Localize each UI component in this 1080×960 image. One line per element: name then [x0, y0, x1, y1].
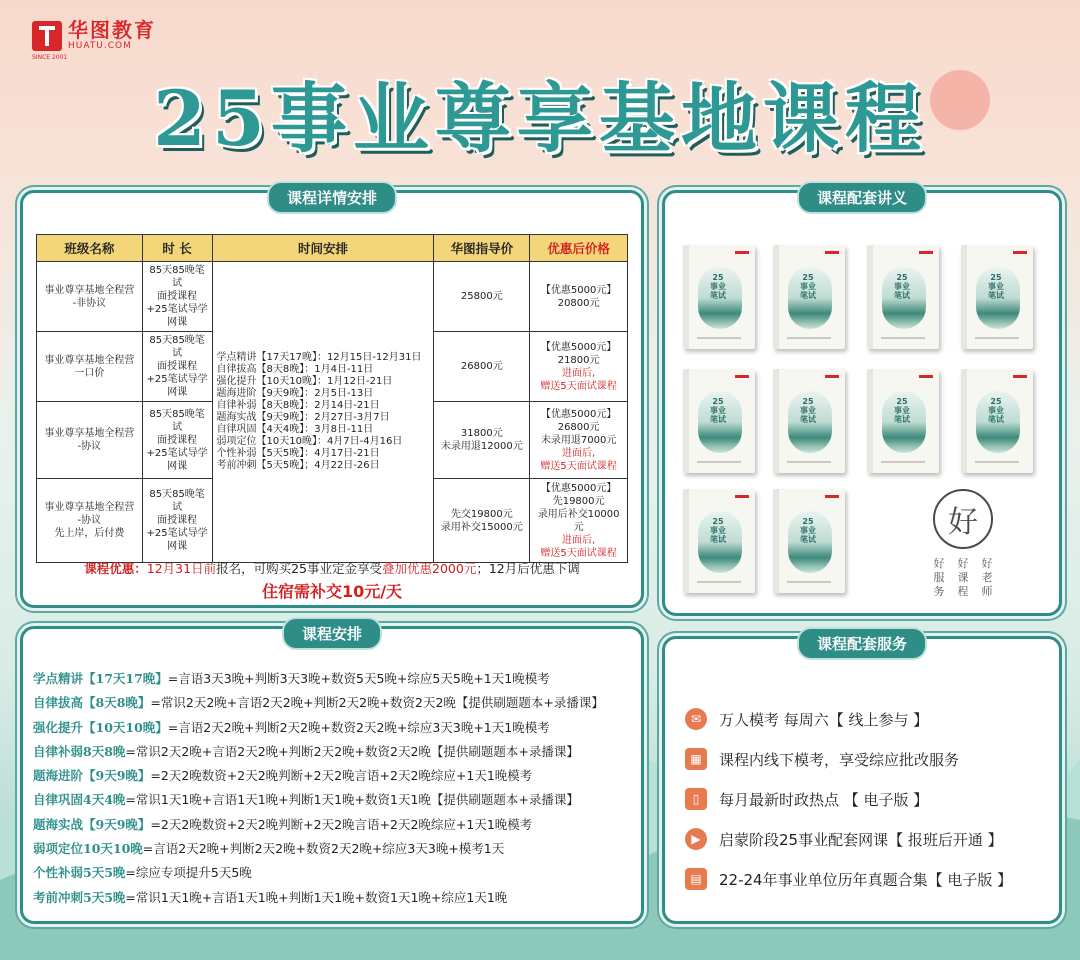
- book-cover: [961, 245, 1033, 349]
- header-guide-price: 华图指导价: [434, 235, 530, 262]
- book-logo-icon: [825, 495, 839, 498]
- book-title: 25事业笔试: [710, 517, 726, 544]
- book-title: 25事业笔试: [800, 397, 816, 424]
- book-cover: [773, 369, 845, 473]
- book-title: 25事业笔试: [800, 273, 816, 300]
- guide-price-cell: 25800元: [434, 262, 530, 332]
- plan-stage: 自律巩固4天4晚: [33, 792, 126, 808]
- book-title: 25事业笔试: [894, 273, 910, 300]
- promo-date: 12月31日前: [146, 561, 217, 576]
- plan-detail: =综应专项提升5天5晚: [125, 865, 252, 881]
- book-title: 25事业笔试: [988, 273, 1004, 300]
- plan-detail: =2天2晚数资+2天2晚判断+2天2晚言语+2天2晚综应+1天1晚模考: [150, 816, 533, 832]
- plan-row: [33, 813, 637, 837]
- service-item: [685, 779, 1012, 819]
- book-logo-icon: [919, 375, 933, 378]
- plan-stage: 自律拔高【8天8晚】: [33, 695, 151, 711]
- books-panel: [662, 190, 1062, 616]
- book-logo-icon: [1013, 251, 1027, 254]
- book-cover: [683, 245, 755, 349]
- book-title: 25事业笔试: [710, 273, 726, 300]
- good-badge: [933, 489, 993, 599]
- plan-panel: [20, 626, 644, 924]
- book-cover: [867, 245, 939, 349]
- lodging-note: 住宿需补交10元/天: [261, 582, 403, 601]
- service-panel: [662, 636, 1062, 924]
- schedule-table: [36, 234, 628, 563]
- plan-stage: 学点精讲【17天17晚】: [33, 671, 168, 686]
- service-panel-title: 课程配套服务: [797, 627, 927, 660]
- service-text: 每月最新时政热点 【 电子版 】: [719, 790, 929, 809]
- calendar-icon: ▦: [685, 748, 707, 770]
- page-title: 25事业尊享基地课程: [153, 74, 927, 163]
- discount-price-cell: 【优惠5000元】 26800元 未录用退7000元 进面后, 赠送5天面试课程: [530, 402, 628, 479]
- plan-stage: 个性补弱5天5晚: [33, 865, 126, 881]
- service-text: 课程内线下模考，享受综应批改服务: [719, 750, 960, 769]
- service-item: [685, 739, 1012, 779]
- header-discount-price: 优惠后价格: [530, 235, 628, 262]
- book-cover: [867, 369, 939, 473]
- service-item: [685, 699, 1012, 739]
- promo-note: [23, 559, 641, 577]
- plan-detail: =常识2天2晚+言语2天2晚+判断2天2晚+数资2天2晚【提供刷题题本+录播课】: [150, 695, 604, 711]
- discount-price-cell: 【优惠5000元】 20800元: [530, 262, 628, 332]
- class-name-cell: 事业尊享基地全程营 -协议: [37, 402, 143, 479]
- good-service-text: 好服务: [933, 557, 945, 598]
- plan-detail: =言语2天2晚+判断2天2晚+数资2天2晚+综应3天3晚+1天1晚模考: [167, 719, 550, 735]
- schedule-panel-title: 课程详情安排: [267, 181, 397, 214]
- file-icon: ▤: [685, 868, 707, 890]
- plan-row: [33, 764, 637, 788]
- book-cover: [773, 245, 845, 349]
- duration-cell: 85天85晚笔试 面授课程 +25笔试导学 网课: [142, 262, 212, 332]
- plan-row: [33, 667, 637, 691]
- guide-price-cell: 31800元 未录用退12000元: [434, 402, 530, 479]
- plan-detail: =言语2天2晚+判断2天2晚+数资2天2晚+综应3天3晚+模考1天: [142, 841, 505, 857]
- video-icon: ▶: [685, 828, 707, 850]
- huatu-logo-icon: [32, 21, 62, 51]
- service-item: [685, 819, 1012, 859]
- plan-panel-title: 课程安排: [282, 617, 382, 650]
- plan-row: [33, 716, 637, 740]
- promo-extra-discount: 叠加优惠2000元: [382, 561, 477, 576]
- plan-stage: 题海实战【9天9晚】: [33, 816, 151, 832]
- duration-cell: 85天85晚笔试 面授课程 +25笔试导学 网课: [142, 332, 212, 402]
- discount-price-cell: 【优惠5000元】 先19800元 录用后补交10000元 进面后, 赠送5天面试课程: [530, 479, 628, 563]
- promo-tail: ；12月后优惠下调: [476, 561, 580, 576]
- book-cover: [773, 489, 845, 593]
- plan-stage: 强化提升【10天10晚】: [33, 719, 168, 735]
- table-header-row: [37, 235, 628, 262]
- plan-detail: =常识1天1晚+言语1天1晚+判断1天1晚+数资1天1晚【提供刷题题本+录播课】: [125, 792, 579, 808]
- schedule-panel: [20, 190, 644, 608]
- plan-row: [33, 740, 637, 764]
- plan-row: [33, 861, 637, 885]
- plan-stage: 题海进阶【9天9晚】: [33, 768, 151, 784]
- header-class-name: 班级名称: [37, 235, 143, 262]
- good-seal-icon: 好: [933, 489, 993, 549]
- plan-detail: =2天2晚数资+2天2晚判断+2天2晚言语+2天2晚综应+1天1晚模考: [150, 768, 533, 784]
- book-title: 25事业笔试: [988, 397, 1004, 424]
- book-logo-icon: [825, 251, 839, 254]
- plan-detail: =言语3天3晚+判断3天3晚+数资5天5晚+综应5天5晚+1天1晚模考: [167, 671, 550, 686]
- duration-cell: 85天85晚笔试 面授课程 +25笔试导学 网课: [142, 402, 212, 479]
- book-logo-icon: [919, 251, 933, 254]
- class-name-cell: 事业尊享基地全程营 一口价: [37, 332, 143, 402]
- plan-detail: =常识2天2晚+言语2天2晚+判断2天2晚+数资2天2晚【提供刷题题本+录播课】: [125, 743, 579, 759]
- plan-row: [33, 886, 637, 910]
- guide-price-cell: 先交19800元 录用补交15000元: [434, 479, 530, 563]
- books-panel-title: 课程配套讲义: [797, 181, 927, 214]
- promo-label: 课程优惠：: [84, 561, 147, 576]
- book-title: 25事业笔试: [710, 397, 726, 424]
- book-cover: [961, 369, 1033, 473]
- service-item: [685, 859, 1012, 899]
- service-text: 万人模考 每周六【 线上参与 】: [719, 710, 929, 729]
- plan-row: [33, 691, 637, 715]
- class-name-cell: 事业尊享基地全程营 -非协议: [37, 262, 143, 332]
- book-cover: [683, 369, 755, 473]
- discount-price-cell: 【优惠5000元】 21800元 进面后, 赠送5天面试课程: [530, 332, 628, 402]
- header-duration: 时 长: [142, 235, 212, 262]
- guide-price-cell: 26800元: [434, 332, 530, 402]
- book-logo-icon: [735, 375, 749, 378]
- plan-row: [33, 837, 637, 861]
- book-logo-icon: [1013, 375, 1027, 378]
- tablet-icon: ▯: [685, 788, 707, 810]
- good-course-text: 好课程: [957, 557, 969, 598]
- good-teacher-text: 好老师: [981, 557, 993, 598]
- huatu-logo[interactable]: [32, 18, 156, 61]
- book-logo-icon: [735, 251, 749, 254]
- time-plan-cell: 学点精讲【17天17晚】：12月15日-12月31日 自律拔高【8天8晚】：1月4日-11日 强化提升【10天10晚】：1月12日-21日 题海进阶【9天9晚】：2月5日-13日 自律补弱【8天8晚】：2月14日-21日 题海实战【9天9晚】：2月27日-3月7日 自律巩固【4天4晚】：3月8日-11日 弱项定位【10天10晚】：4月7日-4月16日 个性补弱【5天5晚】：4月17日-21日 考前冲刺【5天5晚】；4月22日-26日: [212, 262, 434, 563]
- plan-stage: 弱项定位10天10晚: [33, 841, 143, 857]
- book-logo-icon: [735, 495, 749, 498]
- plan-list: [33, 667, 637, 910]
- book-title: 25事业笔试: [894, 397, 910, 424]
- logo-since: SINCE 2001: [32, 54, 68, 61]
- duration-cell: 85天85晚笔试 面授课程 +25笔试导学 网课: [142, 479, 212, 563]
- plan-detail: =常识1天1晚+言语1天1晚+判断1天1晚+数资1天1晚+综应1天1晚: [125, 889, 508, 905]
- promo-text: 报名，可购买25事业定金享受: [216, 561, 383, 576]
- plan-stage: 自律补弱8天8晚: [33, 743, 126, 759]
- logo-name: 华图教育: [68, 18, 156, 42]
- service-list: [685, 699, 1012, 899]
- logo-domain: HUATU.COM: [68, 41, 132, 51]
- service-text: 22-24年事业单位历年真题合集【 电子版 】: [719, 870, 1013, 889]
- mail-icon: ✉: [685, 708, 707, 730]
- book-cover: [683, 489, 755, 593]
- plan-row: [33, 788, 637, 812]
- header-time-plan: 时间安排: [212, 235, 434, 262]
- plan-stage: 考前冲刺5天5晚: [33, 889, 126, 905]
- class-name-cell: 事业尊享基地全程营 -协议 先上岸，后付费: [37, 479, 143, 563]
- table-row: [37, 262, 628, 332]
- book-title: 25事业笔试: [800, 517, 816, 544]
- book-logo-icon: [825, 375, 839, 378]
- service-text: 启蒙阶段25事业配套网课【 报班后开通 】: [719, 830, 1003, 849]
